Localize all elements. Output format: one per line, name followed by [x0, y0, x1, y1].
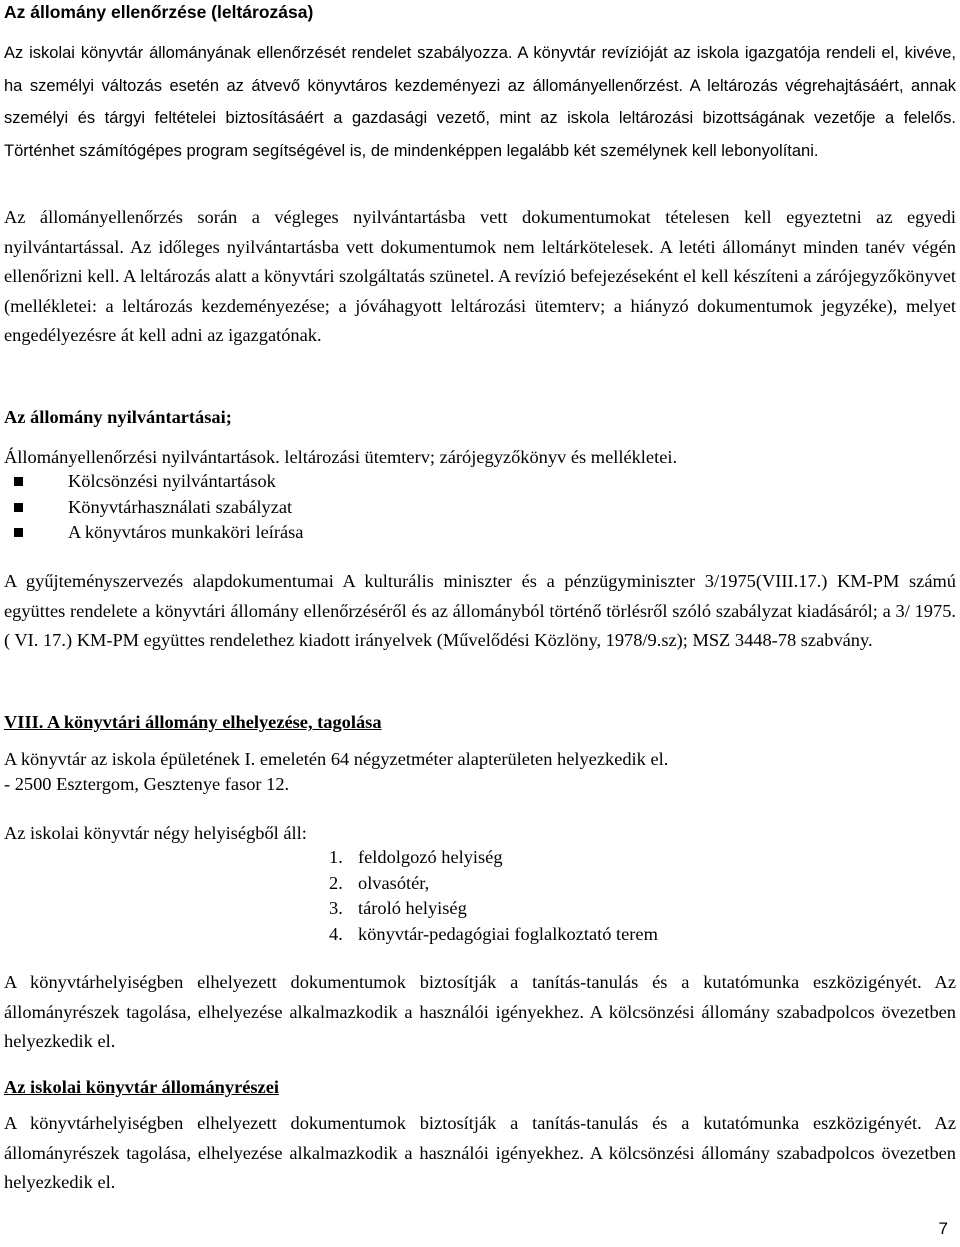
records-bullet-list [4, 469, 956, 546]
list-item: Kölcsönzési nyilvántartások [4, 469, 956, 495]
list-item: 4. könyvtár-pedagógiai foglalkoztató terem [329, 923, 658, 944]
section-title: A könyvtári állomány elhelyezése, tagolása [46, 712, 382, 732]
list-item: A könyvtáros munkaköri leírása [4, 520, 956, 546]
list-item: 3. tároló helyiség [329, 898, 467, 918]
section-heading-placement [4, 708, 956, 738]
paragraph-collection-parts: A könyvtárhelyiségben elhelyezett dokumentumok biztosítják a tanítás-tanulás és a kutatómunka eszközigényét. Az állományrészek tagolása, elhelyezése alkalmazkodik a használói igényekhez. A kölcsönzési állomány szabadpolcos övezetben helyezkedik el. [4, 1113, 956, 1192]
page-number: 7 [938, 1219, 948, 1238]
square-bullet-icon [14, 528, 23, 537]
list-item: 1. feldolgozó helyiség [329, 847, 503, 867]
records-intro: Állományellenőrzési nyilvántartások. leltározási ütemterv; zárójegyzőkönyv és mellékletei. [4, 447, 678, 467]
rooms-intro: Az iskolai könyvtár négy helyiségből áll: [4, 823, 307, 843]
list-item: 2. olvasótér, [329, 872, 430, 893]
rooms-list [4, 845, 956, 947]
square-bullet-icon [14, 477, 23, 486]
section-heading-records: Az állomány nyilvántartásai; [4, 407, 232, 427]
list-item: Könyvtárhasználati szabályzat [4, 495, 956, 521]
paragraph-collection-documents: A gyűjteményszervezés alapdokumentumai A kulturális miniszter és a pénzügyminiszter 3/1975(VIII.17.) KM-PM számú együttes rendelete a könyvtári állomány ellenőrzéséről és az állományból történő törlésről szóló szabályzat kiadásáról; a 3/ 1975.( VI. 17.) KM-PM együttes rendelethez kiadott irányelvek (Művelődési Közlöny, 1978/9.sz); MSZ 3448-78 szabvány. [4, 571, 956, 650]
paragraph-inventory-procedure: Az állományellenőrzés során a végleges nyilvántartásba vett dokumentumokat tételesen kell egyeztetni az egyedi nyilvántartással. Az időleges nyilvántartásba vett dokumentumok nem leltárkötelesek. A letéti állományt minden tanév végén ellenőrizni kell. A leltározás alatt a könyvtári szolgáltatás szünetel. A revízió befejezéseként el kell készíteni a zárójegyzőkönyvet (mellékletei: a leltározás kezdeményezése; a jóváhagyott leltározási ütemterv; a hiányzó dokumentumok jegyzéke), melyet engedélyezésre át kell adni az igazgatónak. [4, 207, 956, 345]
section-number: VIII. [4, 712, 44, 732]
address-line: - 2500 Esztergom, Gesztenye fasor 12. [4, 774, 290, 794]
paragraph-placement: A könyvtárhelyiségben elhelyezett dokumentumok biztosítják a tanítás-tanulás és a kutatómunka eszközigényét. Az állományrészek tagolása, elhelyezése alkalmazkodik a használói igényekhez. A kölcsönzési állomány szabadpolcos övezetben helyezkedik el. [4, 972, 956, 1051]
section-heading-collection-parts: Az iskolai könyvtár állományrészei [4, 1077, 279, 1097]
paragraph-inventory-check: Az iskolai könyvtár állományának ellenőrzését rendelet szabályozza. A könyvtár revízióját az iskola igazgatója rendeli el, kivéve, ha személyi változás esetén az átvevő könyvtáros kezdeményezi az állományellenőrzést. A leltározás végrehajtásáért, annak személyi és tárgyi feltételei biztosításáért a gazdasági vezető, mint az iskola leltározási bizottságának vezetője a felelős. Történhet számítógépes program segítségével is, de mindenképpen legalább két személynek kell lebonyolítani. [4, 44, 956, 160]
location-line: A könyvtár az iskola épületének I. emeletén 64 négyzetméter alapterületen helyezkedik el. [4, 749, 669, 769]
section-heading-inventory-check: Az állomány ellenőrzése (leltározása) [4, 2, 314, 22]
square-bullet-icon [14, 503, 23, 512]
